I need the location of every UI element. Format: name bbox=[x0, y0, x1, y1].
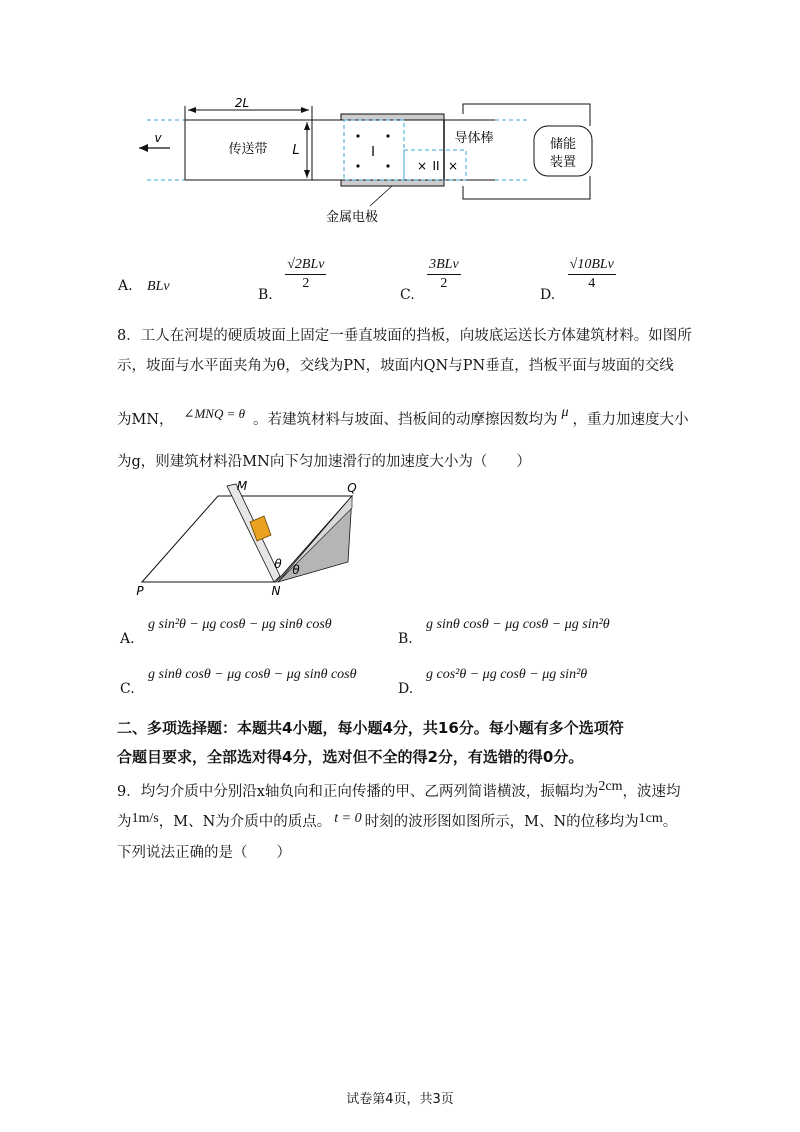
option-label: C. bbox=[120, 681, 135, 697]
option-label: B. bbox=[258, 286, 273, 303]
option-label: D. bbox=[398, 681, 414, 697]
q7-option-a[interactable] bbox=[118, 276, 170, 297]
velocity-label: v bbox=[154, 131, 162, 145]
region-2-label: II bbox=[432, 159, 440, 173]
page-footer: 试卷第4页，共3页 bbox=[346, 1092, 454, 1107]
conveyor-belt-figure bbox=[130, 96, 600, 226]
time-expression: t = 0 bbox=[334, 811, 362, 826]
label-P: P bbox=[136, 584, 144, 598]
q8-line-2: 示，坡面与水平面夹角为θ，交线为PN，坡面内QN与PN垂直，挡板平面与坡面的交线 bbox=[117, 358, 674, 374]
electrode-label: 金属电极 bbox=[325, 210, 379, 225]
option-label: A. bbox=[120, 631, 135, 647]
text-fragment: 。若建筑材料与坡面、挡板间的动摩擦因数均为 bbox=[253, 412, 558, 428]
label-N: N bbox=[271, 584, 281, 598]
frac-numerator: √10BLv bbox=[568, 256, 616, 275]
storage-label-1: 储能 bbox=[549, 137, 577, 152]
frac-numerator: √2BLv bbox=[285, 256, 326, 275]
text-fragment: 为MN， bbox=[117, 412, 174, 428]
amplitude-value: 2cm bbox=[598, 779, 623, 794]
frac-denominator: 2 bbox=[302, 276, 310, 291]
option-value: BLv bbox=[147, 279, 170, 294]
text-fragment: ，M、N为介质中的质点。 bbox=[158, 814, 332, 830]
q8-line-4: 为g，则建筑材料沿MN向下匀加速滑行的加速度大小为（ ） bbox=[117, 454, 531, 470]
text-fragment: 。 bbox=[662, 814, 678, 830]
text-fragment: 为 bbox=[117, 814, 132, 830]
option-value: g cos²θ − μg cosθ − μg sin²θ bbox=[426, 667, 588, 682]
svg-text:×: × bbox=[416, 159, 428, 173]
slope-figure bbox=[130, 478, 370, 600]
option-label: C. bbox=[400, 286, 415, 303]
q9-line-2 bbox=[117, 812, 677, 833]
svg-text:×: × bbox=[447, 159, 459, 173]
section-2-line-1: 二、多项选择题：本题共4小题，每小题4分，共16分。每小题有多个选项符 bbox=[117, 719, 624, 737]
rod-label: 导体棒 bbox=[454, 131, 494, 146]
section-2-line-2: 合题目要求，全部选对得4分，选对但不全的得2分，有选错的得0分。 bbox=[117, 748, 584, 766]
speed-value: 1m/s bbox=[131, 811, 159, 826]
q7-option-b[interactable] bbox=[258, 256, 326, 303]
height-label: L bbox=[292, 143, 300, 158]
q9-line-1 bbox=[117, 779, 681, 803]
displacement-value: 1cm bbox=[638, 811, 663, 826]
frac-denominator: 2 bbox=[440, 276, 448, 291]
option-value: g sin²θ − μg cosθ − μg sinθ cosθ bbox=[148, 617, 332, 632]
text-fragment: ，波速均 bbox=[622, 784, 681, 800]
option-label: A. bbox=[118, 278, 133, 294]
label-theta-2: θ bbox=[292, 563, 300, 577]
width-label: 2L bbox=[234, 96, 250, 110]
frac-denominator: 4 bbox=[588, 276, 596, 291]
option-label: B. bbox=[398, 631, 413, 647]
text-fragment: 9．均匀介质中分别沿x轴负向和正向传播的甲、乙两列简谐横波，振幅均为 bbox=[117, 784, 599, 800]
option-value: g sinθ cosθ − μg cosθ − μg sin²θ bbox=[426, 617, 610, 632]
option-label: D. bbox=[540, 286, 556, 303]
frac-numerator: 3BLv bbox=[427, 256, 461, 275]
label-theta-1: θ bbox=[274, 557, 282, 571]
q9-line-3: 下列说法正确的是（ ） bbox=[117, 845, 291, 861]
label-M: M bbox=[236, 479, 248, 493]
q7-option-c[interactable] bbox=[400, 256, 461, 303]
q8-line-1: 8．工人在河堤的硬质坡面上固定一垂直坡面的挡板，向坡底运送长方体建筑材料。如图所 bbox=[117, 328, 692, 344]
q7-option-d[interactable] bbox=[540, 256, 616, 303]
text-fragment: ，重力加速度大小 bbox=[572, 412, 689, 428]
angle-expression: ∠MNQ = θ bbox=[183, 406, 245, 421]
storage-label-2: 装置 bbox=[549, 155, 577, 170]
region-1-label: I bbox=[371, 145, 375, 160]
belt-label: 传送带 bbox=[228, 142, 268, 157]
q8-line-3 bbox=[117, 405, 689, 431]
option-value: g sinθ cosθ − μg cosθ − μg sinθ cosθ bbox=[148, 667, 357, 682]
label-Q: Q bbox=[347, 481, 357, 495]
text-fragment: 时刻的波形图如图所示，M、N的位移均为 bbox=[364, 814, 639, 830]
mu-symbol: μ bbox=[561, 405, 569, 420]
